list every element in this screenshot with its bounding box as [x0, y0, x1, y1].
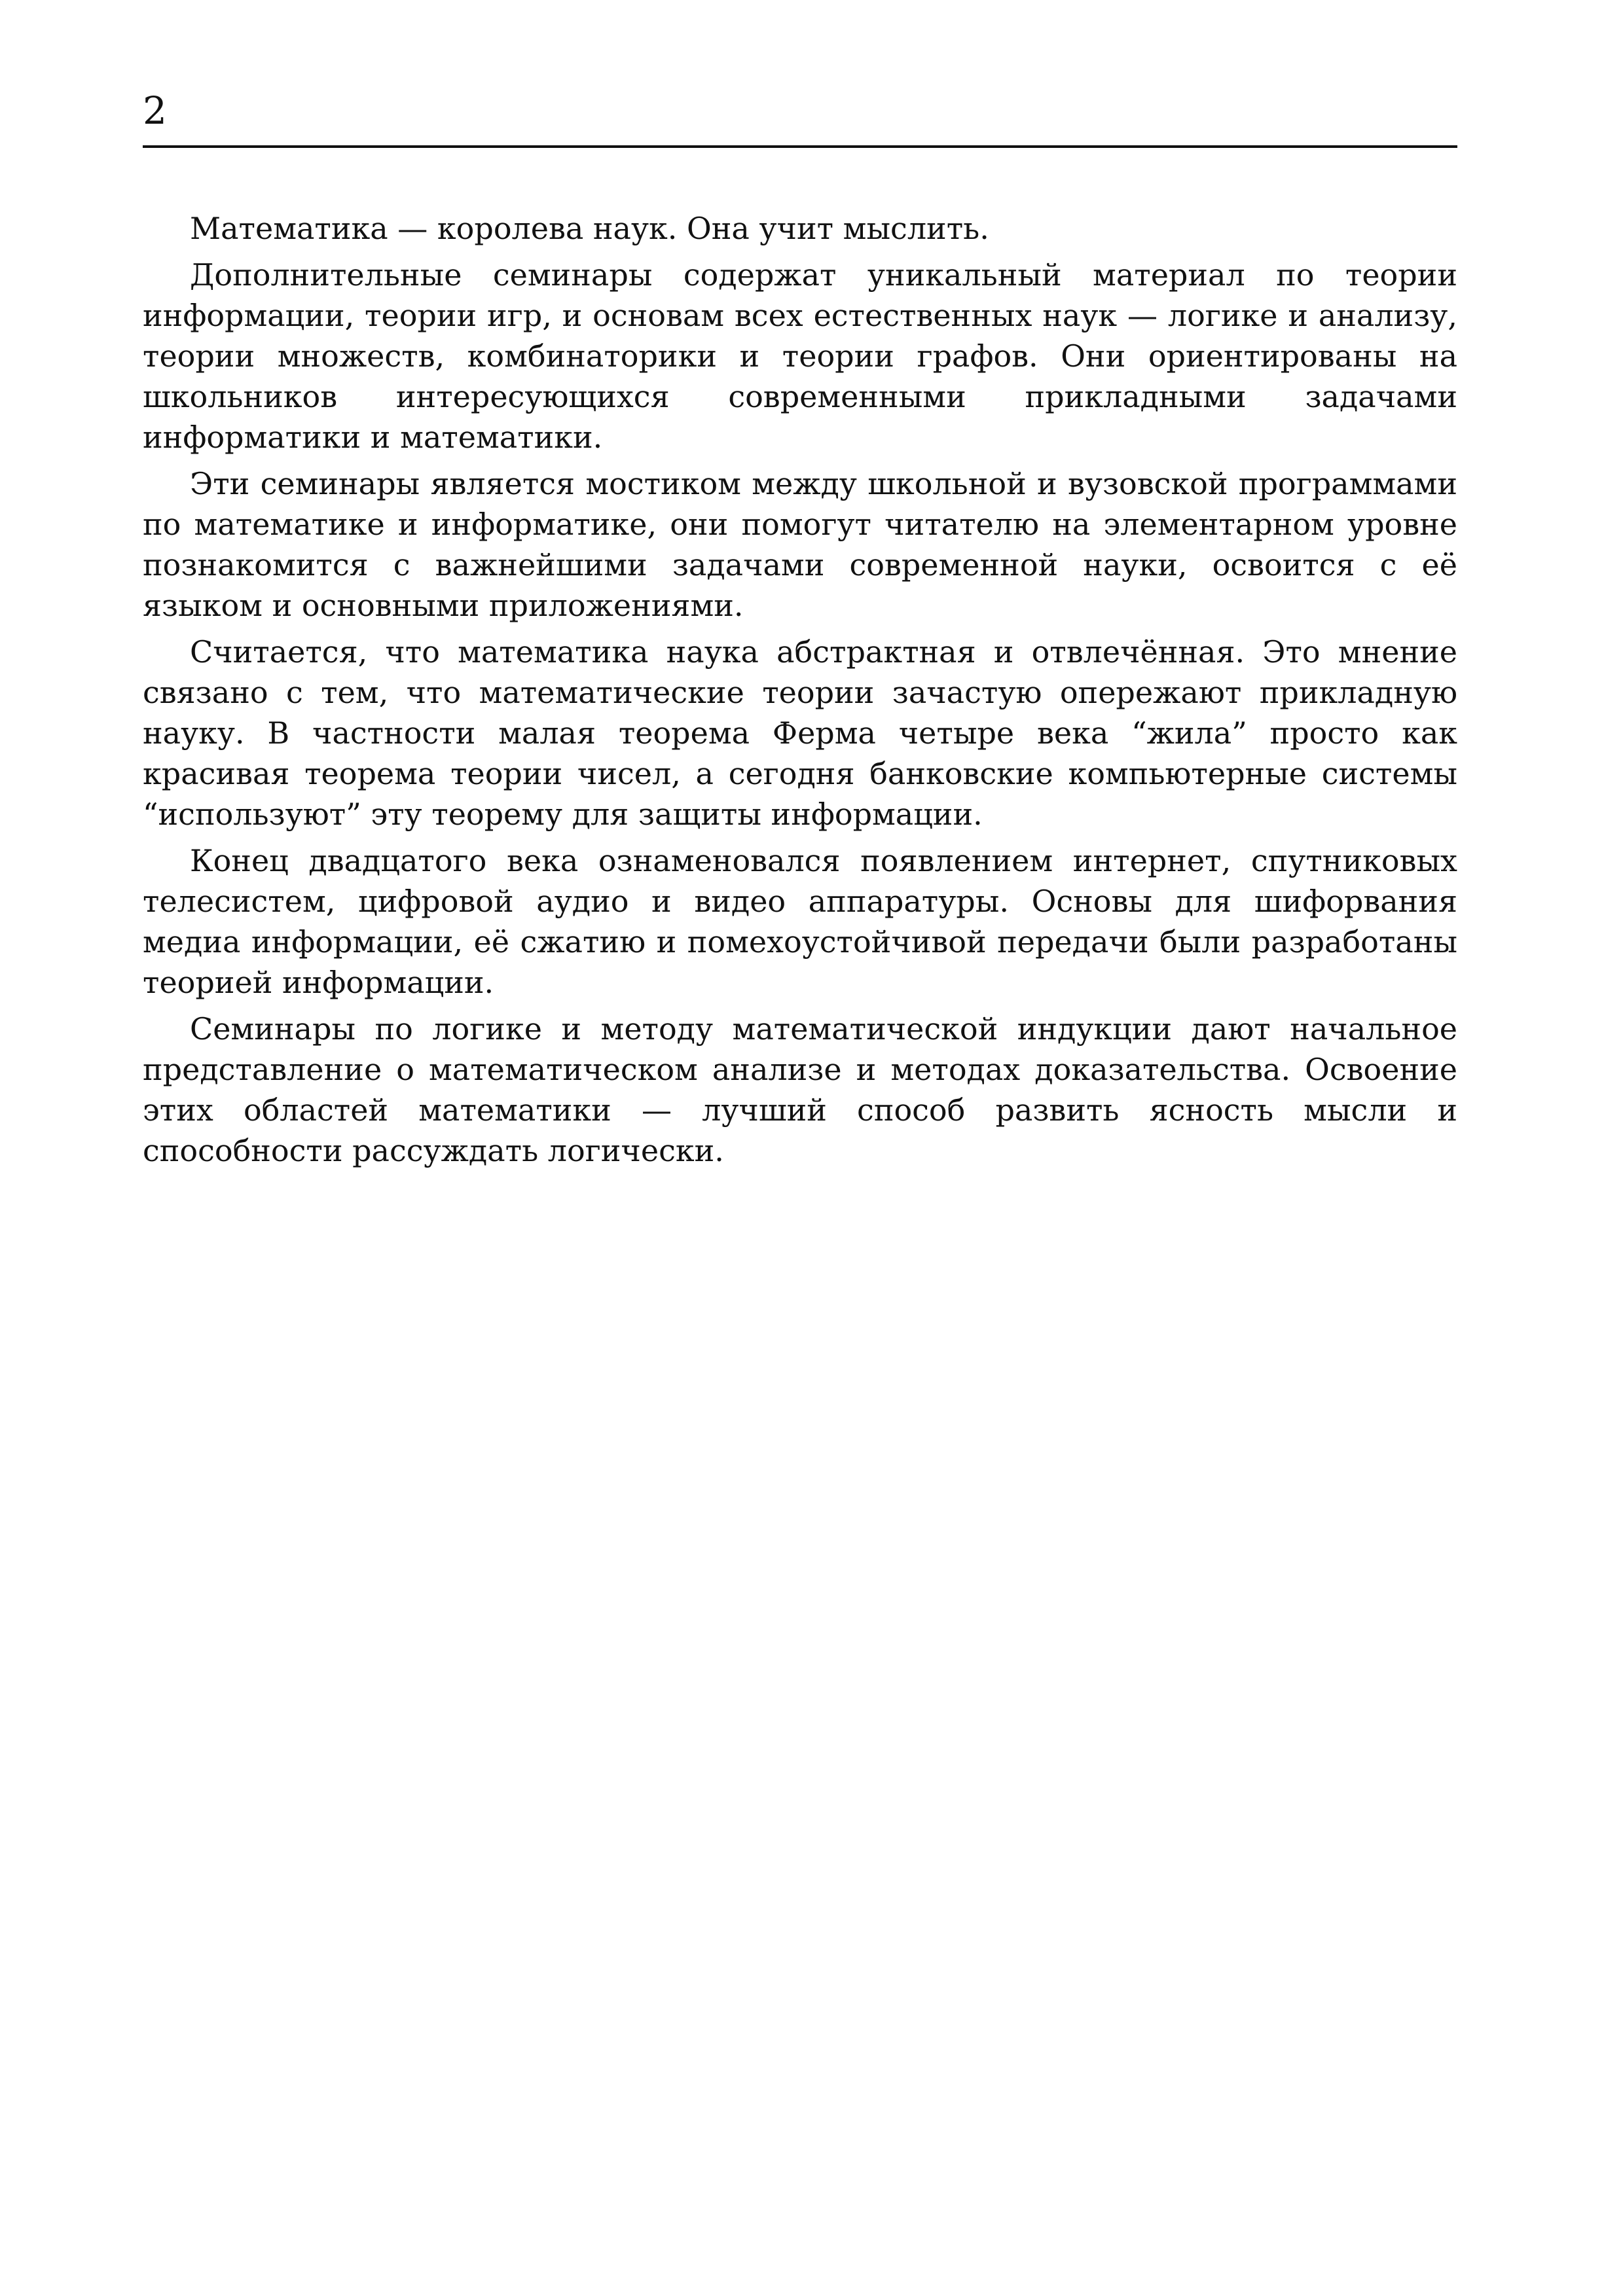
paragraph-5: Конец двадцатого века ознаменовался появлением интернет, спутниковых телесистем, цифровой аудио и видео аппаратуры. Основы для шифорвания медиа информации, её сжатию и помехоустойчивой передачи были разработаны теорией информации. — [143, 843, 1457, 1000]
paragraph-3: Эти семинары является мостиком между школьной и вузовской программами по математике и информатике, они помогут читателю на элементарном уровне познакомится с важнейшими задачами современной науки, освоится с её языком и основными приложениями. — [143, 466, 1457, 623]
paragraph-6: Семинары по логике и методу математической индукции дают начальное представление о математическом анализе и методах доказательства. Освоение этих областей математики — лучший способ развить ясность мысли и способности рассуждать логически. — [143, 1011, 1457, 1168]
body-text — [143, 208, 1457, 1177]
header-rule — [143, 145, 1457, 148]
paragraph-2: Дополнительные семинары содержат уникальный материал по теории информации, теории игр, и основам всех естественных наук — логике и анализу, теории множеств, комбинаторики и теории графов. Они ориентированы на школьников интересующихся современными прикладными задачами информатики и математики. — [143, 257, 1457, 455]
paragraph-1: Математика — королева наук. Она учит мыслить. — [190, 211, 989, 246]
page-number: 2 — [143, 88, 167, 133]
paragraph-4: Считается, что математика наука абстрактная и отвлечённая. Это мнение связано с тем, что математические теории зачастую опережают прикладную науку. В частности малая теорема Ферма четыре века “жила” просто как красивая теорема теории чисел, а сегодня банковские компьютерные системы “используют” эту теорему для защиты информации. — [143, 634, 1457, 832]
